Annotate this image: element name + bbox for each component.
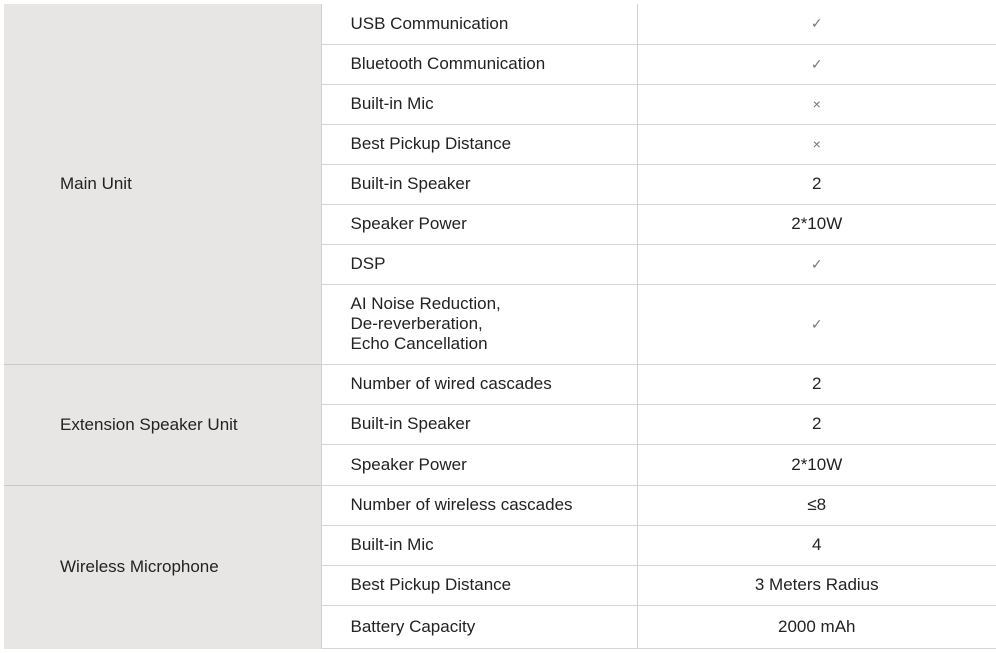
cross-icon: × — [637, 84, 996, 124]
cross-icon: × — [637, 124, 996, 164]
feature-cell — [321, 284, 637, 364]
feature-cell: Built-in Speaker — [321, 404, 637, 444]
table-row — [4, 4, 996, 44]
feature-cell: Best Pickup Distance — [321, 565, 637, 605]
feature-cell: Battery Capacity — [321, 605, 637, 648]
table-row — [4, 364, 996, 404]
value-cell: 2*10W — [637, 444, 996, 485]
value-cell: 2 — [637, 404, 996, 444]
feature-cell: DSP — [321, 244, 637, 284]
value-cell: ≤8 — [637, 485, 996, 525]
feature-cell: Speaker Power — [321, 204, 637, 244]
group-label-extension-speaker-unit: Extension Speaker Unit — [4, 364, 321, 485]
value-cell: 3 Meters Radius — [637, 565, 996, 605]
feature-line: Echo Cancellation — [350, 334, 488, 354]
feature-line: AI Noise Reduction, — [350, 294, 501, 314]
value-cell: 4 — [637, 525, 996, 565]
feature-cell: Number of wired cascades — [321, 364, 637, 404]
group-label-main-unit: Main Unit — [4, 4, 321, 364]
feature-cell: Built-in Mic — [321, 525, 637, 565]
group-label-wireless-microphone: Wireless Microphone — [4, 485, 321, 648]
feature-cell: Number of wireless cascades — [321, 485, 637, 525]
check-icon: ✓ — [637, 44, 996, 84]
spec-table — [4, 4, 996, 649]
check-icon: ✓ — [637, 284, 996, 364]
value-cell: 2000 mAh — [637, 605, 996, 648]
check-icon: ✓ — [637, 244, 996, 284]
value-cell: 2 — [637, 164, 996, 204]
feature-cell: Bluetooth Communication — [321, 44, 637, 84]
feature-cell: Built-in Speaker — [321, 164, 637, 204]
feature-cell: USB Communication — [321, 4, 637, 44]
check-icon: ✓ — [637, 4, 996, 44]
feature-line: De-reverberation, — [350, 314, 483, 334]
feature-cell: Speaker Power — [321, 444, 637, 485]
feature-cell: Best Pickup Distance — [321, 124, 637, 164]
value-cell: 2 — [637, 364, 996, 404]
value-cell: 2*10W — [637, 204, 996, 244]
feature-cell: Built-in Mic — [321, 84, 637, 124]
table-row — [4, 485, 996, 525]
